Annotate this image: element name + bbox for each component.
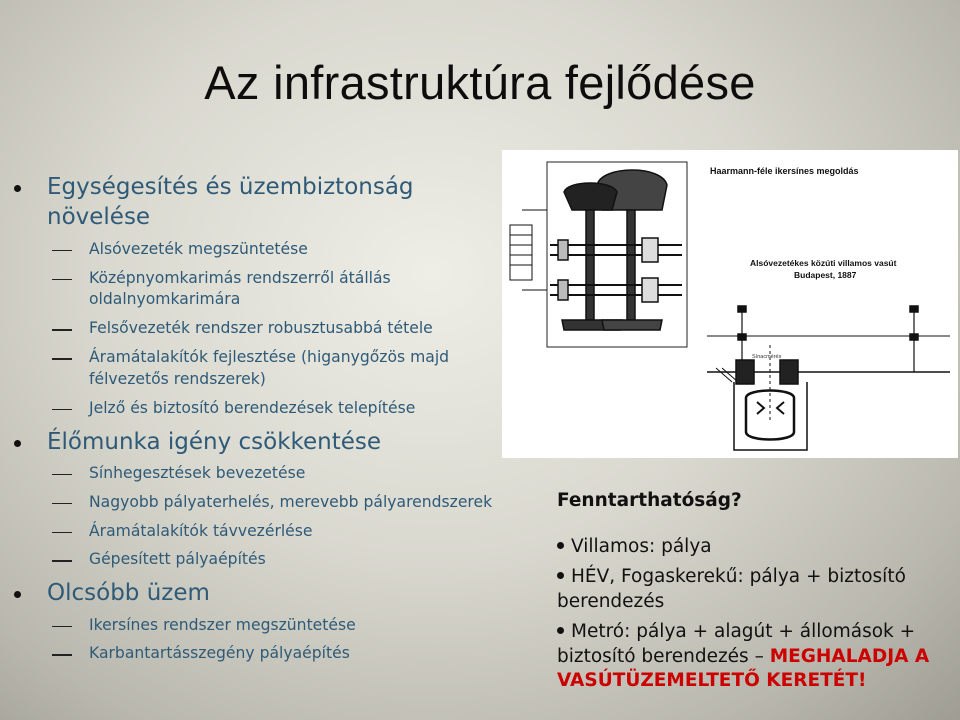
list-item	[14, 463, 514, 485]
dash-icon	[52, 503, 72, 505]
list-item-text: Felsővezeték rendszer robusztusabbá tétele	[89, 319, 433, 338]
dash-icon	[52, 654, 72, 656]
dash-icon	[52, 329, 72, 331]
figure-label-small: Sínacmérés	[752, 354, 782, 360]
list-item-text: Villamos: pálya	[571, 536, 712, 557]
list-item	[14, 492, 514, 514]
section-heading-labor	[14, 427, 514, 457]
list-item-text: Nagyobb pályaterhelés, merevebb pályarendszerek	[89, 492, 493, 511]
dash-icon	[52, 250, 72, 252]
bullet-dot-icon	[557, 542, 564, 549]
dash-icon	[52, 279, 72, 281]
rail-cross-section-diagram	[502, 150, 958, 458]
dash-icon	[52, 626, 72, 628]
dash-icon	[52, 532, 72, 534]
dash-icon	[52, 474, 72, 476]
figure-label-conduit: Alsóvezetékes közúti villamos vasút	[750, 258, 897, 268]
list-item-text: Áramátalakítók távvezérlése	[89, 521, 313, 540]
list-item-text: Gépesített pályaépítés	[89, 550, 266, 569]
dash-icon	[52, 409, 72, 411]
list-item	[14, 268, 514, 312]
list-item	[14, 643, 514, 665]
list-item-text: Metró: pálya + alagút + állomások + biztosító berendezés –	[557, 621, 916, 667]
list-item-text: Karbantartásszegény pályaépítés	[89, 644, 350, 663]
figure-label-place-year: Budapest, 1887	[794, 270, 857, 280]
list-item-text: Alsóvezeték megszüntetése	[89, 239, 308, 258]
sustainability-heading: Fenntarthatóság?	[557, 490, 742, 511]
section-heading-text: Olcsóbb üzem	[47, 580, 210, 607]
section-heading-text: Élőmunka igény csökkentése	[47, 428, 382, 455]
list-item	[14, 318, 514, 340]
rail-diagram-figure	[502, 150, 958, 458]
list-item	[14, 549, 514, 571]
section-heading-text: Egységesítés és üzembiztonság növelése	[47, 174, 414, 231]
list-item	[14, 521, 514, 543]
list-item-text: Középnyomkarimás rendszerről átállás oldalnyomkarimára	[89, 268, 391, 309]
slide-title: Az infrastruktúra fejlődése	[204, 56, 756, 109]
emphasis-text: MEGHALADJA A VASÚTÜZEMELTETŐ KERETÉT!	[557, 645, 930, 692]
sustainability-block	[557, 490, 957, 699]
list-item	[557, 565, 957, 614]
left-bullet-list	[14, 172, 514, 672]
list-item-text: Jelző és biztosító berendezések telepítése	[89, 398, 416, 417]
list-item	[14, 615, 514, 637]
bullet-dot-icon	[557, 627, 564, 634]
list-item	[557, 535, 957, 559]
list-item	[14, 239, 514, 261]
list-item-text: Áramátalakítók fejlesztése (higanygőzös majd félvezetős rendszerek)	[89, 348, 450, 388]
section-heading-cost	[14, 578, 514, 608]
list-item	[557, 620, 957, 693]
list-item	[14, 398, 514, 420]
dash-icon	[52, 560, 72, 562]
bullet-dot-icon	[557, 572, 564, 579]
section-heading-reliability	[14, 172, 514, 233]
bullet-dot-icon	[14, 185, 21, 192]
dash-icon	[52, 358, 72, 360]
bullet-dot-icon	[14, 440, 21, 447]
list-item-text: Ikersínes rendszer megszüntetése	[89, 615, 356, 634]
list-item-text: Sínhegesztések bevezetése	[89, 463, 306, 482]
list-item	[14, 347, 514, 391]
figure-label-twin-rail: Haarmann-féle ikersínes megoldás	[710, 166, 859, 176]
bullet-dot-icon	[14, 591, 21, 598]
list-item-text: HÉV, Fogaskerekű: pálya + biztosító berendezés	[557, 566, 906, 612]
